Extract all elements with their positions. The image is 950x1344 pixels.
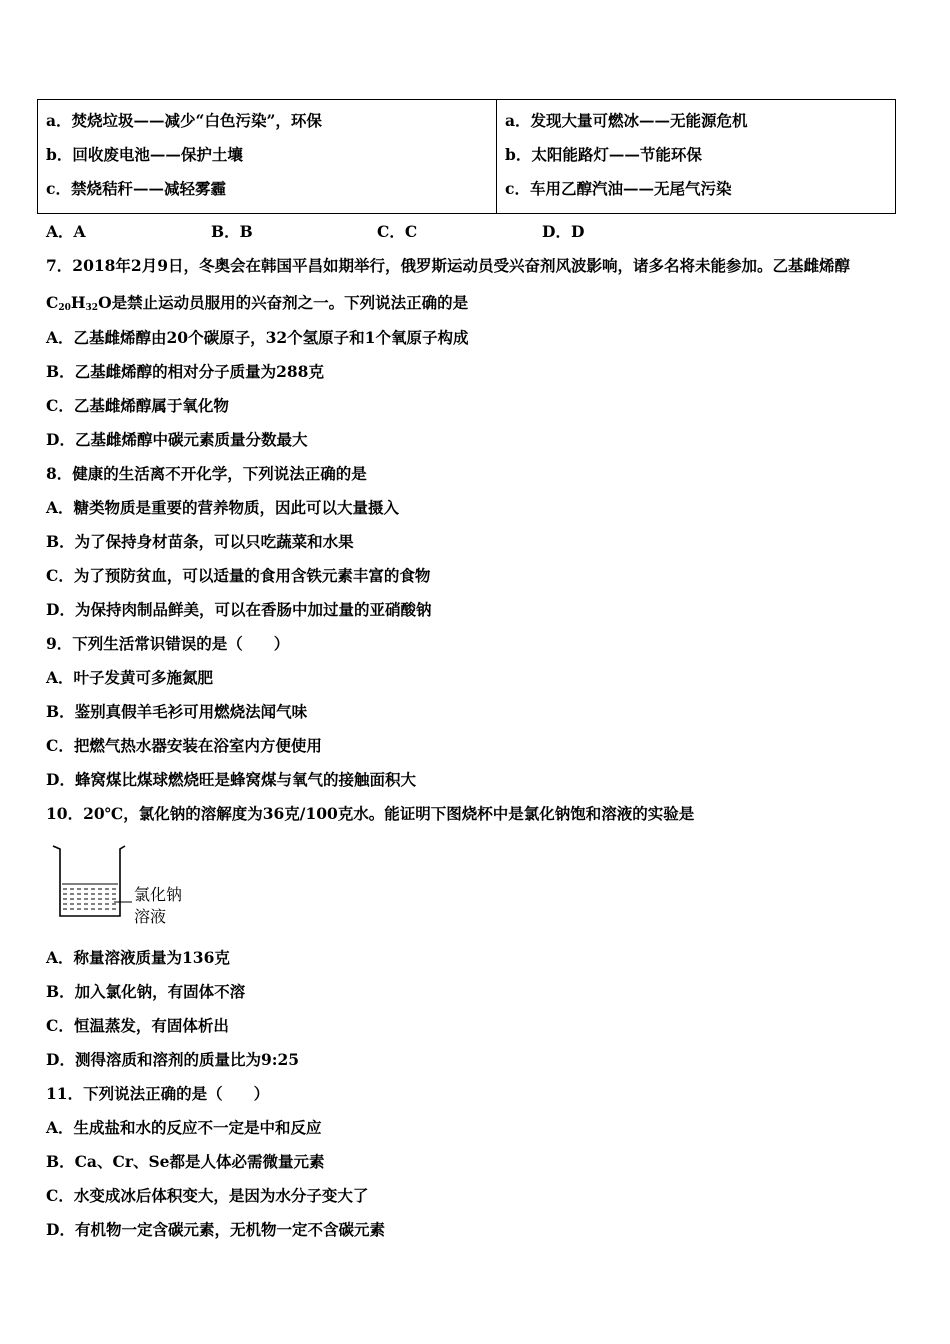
q10-option-a: A．称量溶液质量为136克 [46, 948, 230, 967]
table-left-row-c: c．禁烧秸秆——减轻雾霾 [46, 179, 226, 198]
q9-option-b: B．鉴别真假羊毛衫可用燃烧法闻气味 [46, 702, 308, 721]
q8-option-d: D．为保持肉制品鲜美，可以在香肠中加过量的亚硝酸钠 [46, 600, 432, 619]
q6-options [46, 220, 646, 240]
q11-option-d: D．有机物一定含碳元素，无机物一定不含碳元素 [46, 1220, 385, 1239]
q7-option-a: A．乙基雌烯醇由20个碳原子，32个氢原子和1个氧原子构成 [46, 328, 469, 347]
beaker-figure [52, 843, 132, 923]
beaker-label-line-2: 溶液 [134, 907, 167, 926]
q8-option-a: A．糖类物质是重要的营养物质，因此可以大量摄入 [46, 498, 400, 517]
table-right-row-c: c．车用乙醇汽油——无尾气污染 [505, 179, 732, 198]
q8-option-c: C．为了预防贫血，可以适量的食用含铁元素丰富的食物 [46, 566, 431, 585]
q9-option-a: A．叶子发黄可多施氮肥 [46, 668, 214, 687]
q7-stem-formula-line [46, 291, 468, 313]
formula-h: H [70, 293, 86, 312]
q10-stem: 10．20℃，氯化钠的溶解度为36克/100克水。能证明下图烧杯中是氯化钠饱和溶液的实验是 [46, 804, 695, 823]
beaker-outline [53, 846, 125, 916]
q7-option-d: D．乙基雌烯醇中碳元素质量分数最大 [46, 430, 308, 449]
q10-option-b: B．加入氯化钠，有固体不溶 [46, 982, 246, 1001]
beaker-label-line-1: 氯化钠 [134, 885, 183, 904]
q6-option-b: B．B [211, 222, 253, 241]
q10-option-d: D．测得溶质和溶剂的质量比为9:25 [46, 1050, 300, 1069]
table-left-row-a: a．焚烧垃圾——减少“白色污染”，环保 [46, 111, 322, 130]
q10-option-c: C．恒温蒸发，有固体析出 [46, 1016, 229, 1035]
formula-c-sub: 20 [58, 303, 71, 313]
formula-o: O [98, 293, 112, 312]
q8-option-b: B．为了保持身材苗条，可以只吃蔬菜和水果 [46, 532, 354, 551]
q9-option-d: D．蜂窝煤比煤球燃烧旺是蜂窝煤与氧气的接触面积大 [46, 770, 416, 789]
options-table [37, 99, 896, 214]
q7-stem-tail: 是禁止运动员服用的兴奋剂之一。下列说法正确的是 [111, 293, 469, 312]
q11-option-c: C．水变成冰后体积变大，是因为水分子变大了 [46, 1186, 369, 1205]
liquid-dashes [63, 889, 118, 909]
q7-stem: 7．2018年2月9日，冬奥会在韩国平昌如期举行，俄罗斯运动员受兴奋剂风波影响，诸多名将未能参加。乙基雌烯醇 [46, 256, 850, 275]
q6-option-d: D．D [542, 222, 585, 241]
formula-c: C [46, 293, 59, 312]
q11-option-a: A．生成盐和水的反应不一定是中和反应 [46, 1118, 322, 1137]
q6-option-a: A．A [46, 222, 86, 241]
q6-option-c: C．C [377, 222, 418, 241]
q9-stem: 9．下列生活常识错误的是（ ） [46, 634, 290, 653]
q11-stem: 11．下列说法正确的是（ ） [46, 1084, 270, 1103]
q7-option-c: C．乙基雌烯醇属于氧化物 [46, 396, 229, 415]
table-left-row-b: b．回收废电池——保护土壤 [46, 145, 243, 164]
q8-stem: 8．健康的生活离不开化学，下列说法正确的是 [46, 464, 367, 483]
table-right-row-a: a．发现大量可燃冰——无能源危机 [505, 111, 748, 130]
formula-h-sub: 32 [85, 303, 99, 313]
q9-option-c: C．把燃气热水器安装在浴室内方便使用 [46, 736, 322, 755]
q11-option-b: B．Ca、Cr、Se都是人体必需微量元素 [46, 1152, 325, 1171]
table-divider [496, 100, 497, 213]
q7-option-b: B．乙基雌烯醇的相对分子质量为288克 [46, 362, 324, 381]
table-right-row-b: b．太阳能路灯——节能环保 [505, 145, 702, 164]
